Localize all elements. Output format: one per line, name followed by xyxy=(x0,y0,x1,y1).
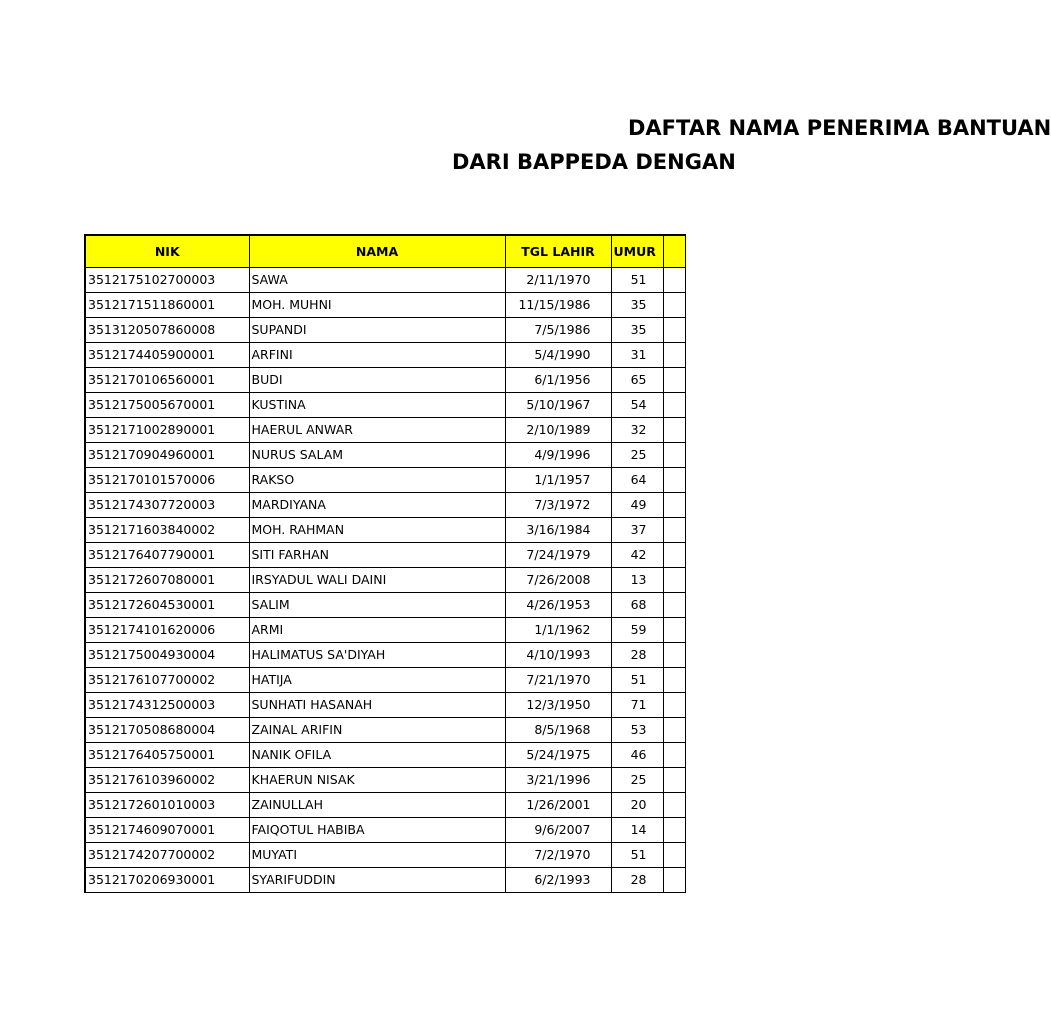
table-row xyxy=(85,367,685,392)
cell-umur: 20 xyxy=(611,792,663,817)
cell-extra xyxy=(663,517,685,542)
table-row xyxy=(85,567,685,592)
cell-tgl-lahir: 3/21/1996 xyxy=(505,767,611,792)
table-row xyxy=(85,342,685,367)
cell-tgl-lahir: 4/10/1993 xyxy=(505,642,611,667)
cell-nik: 3512170106560001 xyxy=(85,367,249,392)
cell-tgl-lahir: 2/11/1970 xyxy=(505,267,611,292)
cell-nama: ARMI xyxy=(249,617,505,642)
cell-extra xyxy=(663,467,685,492)
table-row xyxy=(85,417,685,442)
cell-nama: SUPANDI xyxy=(249,317,505,342)
cell-nik: 3512175102700003 xyxy=(85,267,249,292)
table-row xyxy=(85,667,685,692)
cell-tgl-lahir: 3/16/1984 xyxy=(505,517,611,542)
cell-umur: 53 xyxy=(611,717,663,742)
cell-extra xyxy=(663,817,685,842)
cell-nama: BUDI xyxy=(249,367,505,392)
cell-nik: 3512176103960002 xyxy=(85,767,249,792)
cell-nama: MARDIYANA xyxy=(249,492,505,517)
table-row xyxy=(85,317,685,342)
cell-tgl-lahir: 4/26/1953 xyxy=(505,592,611,617)
cell-nama: SALIM xyxy=(249,592,505,617)
page-subtitle: DARI BAPPEDA DENGAN xyxy=(452,150,736,174)
data-table-container xyxy=(84,234,662,920)
cell-nik: 3512171511860001 xyxy=(85,292,249,317)
cell-tgl-lahir: 6/2/1993 xyxy=(505,867,611,892)
cell-nama: HALIMATUS SA'DIYAH xyxy=(249,642,505,667)
cell-nama: SITI FARHAN xyxy=(249,542,505,567)
page-title: DAFTAR NAMA PENERIMA BANTUAN xyxy=(628,116,1051,140)
cell-extra xyxy=(663,492,685,517)
cell-nama: MOH. MUHNI xyxy=(249,292,505,317)
cell-extra xyxy=(663,392,685,417)
table-row xyxy=(85,292,685,317)
cell-umur: 35 xyxy=(611,292,663,317)
cell-nama: ZAINULLAH xyxy=(249,792,505,817)
cell-nik: 3512175005670001 xyxy=(85,392,249,417)
cell-umur: 14 xyxy=(611,817,663,842)
header-extra xyxy=(663,235,685,267)
cell-nik: 3512172607080001 xyxy=(85,567,249,592)
cell-nama: NURUS SALAM xyxy=(249,442,505,467)
cell-tgl-lahir: 9/6/2007 xyxy=(505,817,611,842)
cell-nik: 3512174312500003 xyxy=(85,692,249,717)
cell-tgl-lahir: 12/3/1950 xyxy=(505,692,611,717)
cell-extra xyxy=(663,267,685,292)
header-nik: NIK xyxy=(85,235,249,267)
table-row xyxy=(85,642,685,667)
cell-nama: MOH. RAHMAN xyxy=(249,517,505,542)
cell-tgl-lahir: 7/3/1972 xyxy=(505,492,611,517)
cell-nik: 3513120507860008 xyxy=(85,317,249,342)
table-row xyxy=(85,392,685,417)
cell-tgl-lahir: 7/26/2008 xyxy=(505,567,611,592)
header-umur: UMUR xyxy=(611,235,663,267)
cell-extra xyxy=(663,542,685,567)
cell-nama: MUYATI xyxy=(249,842,505,867)
cell-tgl-lahir: 1/1/1962 xyxy=(505,617,611,642)
header-tgl-lahir: TGL LAHIR xyxy=(505,235,611,267)
cell-extra xyxy=(663,792,685,817)
header-nama: NAMA xyxy=(249,235,505,267)
cell-extra xyxy=(663,642,685,667)
cell-umur: 31 xyxy=(611,342,663,367)
cell-extra xyxy=(663,292,685,317)
cell-nama: NANIK OFILA xyxy=(249,742,505,767)
cell-umur: 13 xyxy=(611,567,663,592)
cell-nama: SUNHATI HASANAH xyxy=(249,692,505,717)
cell-extra xyxy=(663,317,685,342)
cell-extra xyxy=(663,617,685,642)
cell-umur: 42 xyxy=(611,542,663,567)
cell-umur: 64 xyxy=(611,467,663,492)
cell-umur: 51 xyxy=(611,667,663,692)
table-row xyxy=(85,717,685,742)
cell-nik: 3512171002890001 xyxy=(85,417,249,442)
cell-nama: FAIQOTUL HABIBA xyxy=(249,817,505,842)
cell-tgl-lahir: 4/9/1996 xyxy=(505,442,611,467)
cell-umur: 35 xyxy=(611,317,663,342)
table-row xyxy=(85,467,685,492)
cell-umur: 71 xyxy=(611,692,663,717)
table-row xyxy=(85,842,685,867)
table-row xyxy=(85,867,685,892)
cell-nik: 3512176107700002 xyxy=(85,667,249,692)
cell-extra xyxy=(663,692,685,717)
cell-nik: 3512171603840002 xyxy=(85,517,249,542)
cell-nik: 3512170206930001 xyxy=(85,867,249,892)
cell-extra xyxy=(663,767,685,792)
cell-umur: 25 xyxy=(611,442,663,467)
table-body xyxy=(85,267,685,892)
cell-umur: 46 xyxy=(611,742,663,767)
cell-nik: 3512174101620006 xyxy=(85,617,249,642)
cell-nama: IRSYADUL WALI DAINI xyxy=(249,567,505,592)
cell-extra xyxy=(663,742,685,767)
table-row xyxy=(85,692,685,717)
cell-tgl-lahir: 5/10/1967 xyxy=(505,392,611,417)
cell-extra xyxy=(663,367,685,392)
cell-nama: ARFINI xyxy=(249,342,505,367)
table-row xyxy=(85,492,685,517)
cell-nama: SAWA xyxy=(249,267,505,292)
cell-nama: KUSTINA xyxy=(249,392,505,417)
table-row xyxy=(85,442,685,467)
cell-tgl-lahir: 7/5/1986 xyxy=(505,317,611,342)
cell-tgl-lahir: 7/24/1979 xyxy=(505,542,611,567)
cell-nik: 3512174405900001 xyxy=(85,342,249,367)
cell-nik: 3512175004930004 xyxy=(85,642,249,667)
recipient-table xyxy=(84,234,686,893)
table-row xyxy=(85,817,685,842)
cell-extra xyxy=(663,442,685,467)
cell-nama: ZAINAL ARIFIN xyxy=(249,717,505,742)
cell-nik: 3512170904960001 xyxy=(85,442,249,467)
cell-umur: 68 xyxy=(611,592,663,617)
cell-umur: 37 xyxy=(611,517,663,542)
table-row xyxy=(85,792,685,817)
cell-umur: 32 xyxy=(611,417,663,442)
cell-tgl-lahir: 1/1/1957 xyxy=(505,467,611,492)
cell-nik: 3512176407790001 xyxy=(85,542,249,567)
cell-umur: 25 xyxy=(611,767,663,792)
cell-extra xyxy=(663,667,685,692)
cell-extra xyxy=(663,717,685,742)
title-area xyxy=(0,0,1051,200)
cell-nik: 3512174207700002 xyxy=(85,842,249,867)
cell-extra xyxy=(663,592,685,617)
cell-umur: 49 xyxy=(611,492,663,517)
cell-umur: 59 xyxy=(611,617,663,642)
cell-nik: 3512174307720003 xyxy=(85,492,249,517)
cell-nik: 3512170508680004 xyxy=(85,717,249,742)
cell-nama: HATIJA xyxy=(249,667,505,692)
cell-nama: RAKSO xyxy=(249,467,505,492)
cell-extra xyxy=(663,342,685,367)
cell-tgl-lahir: 11/15/1986 xyxy=(505,292,611,317)
cell-tgl-lahir: 5/24/1975 xyxy=(505,742,611,767)
cell-tgl-lahir: 8/5/1968 xyxy=(505,717,611,742)
cell-nik: 3512172601010003 xyxy=(85,792,249,817)
cell-umur: 51 xyxy=(611,267,663,292)
table-header-row xyxy=(85,235,685,267)
table-row xyxy=(85,517,685,542)
table-row xyxy=(85,617,685,642)
table-row xyxy=(85,767,685,792)
table-row xyxy=(85,592,685,617)
cell-nik: 3512174609070001 xyxy=(85,817,249,842)
cell-umur: 28 xyxy=(611,642,663,667)
cell-tgl-lahir: 7/2/1970 xyxy=(505,842,611,867)
cell-extra xyxy=(663,567,685,592)
cell-umur: 51 xyxy=(611,842,663,867)
table-row xyxy=(85,742,685,767)
cell-nama: SYARIFUDDIN xyxy=(249,867,505,892)
cell-tgl-lahir: 7/21/1970 xyxy=(505,667,611,692)
table-row xyxy=(85,542,685,567)
cell-umur: 65 xyxy=(611,367,663,392)
cell-extra xyxy=(663,842,685,867)
cell-umur: 54 xyxy=(611,392,663,417)
cell-nik: 3512176405750001 xyxy=(85,742,249,767)
cell-extra xyxy=(663,417,685,442)
cell-umur: 28 xyxy=(611,867,663,892)
cell-nama: KHAERUN NISAK xyxy=(249,767,505,792)
cell-tgl-lahir: 1/26/2001 xyxy=(505,792,611,817)
cell-extra xyxy=(663,867,685,892)
cell-nik: 3512170101570006 xyxy=(85,467,249,492)
cell-nama: HAERUL ANWAR xyxy=(249,417,505,442)
table-row xyxy=(85,267,685,292)
cell-tgl-lahir: 2/10/1989 xyxy=(505,417,611,442)
cell-tgl-lahir: 5/4/1990 xyxy=(505,342,611,367)
cell-tgl-lahir: 6/1/1956 xyxy=(505,367,611,392)
cell-nik: 3512172604530001 xyxy=(85,592,249,617)
